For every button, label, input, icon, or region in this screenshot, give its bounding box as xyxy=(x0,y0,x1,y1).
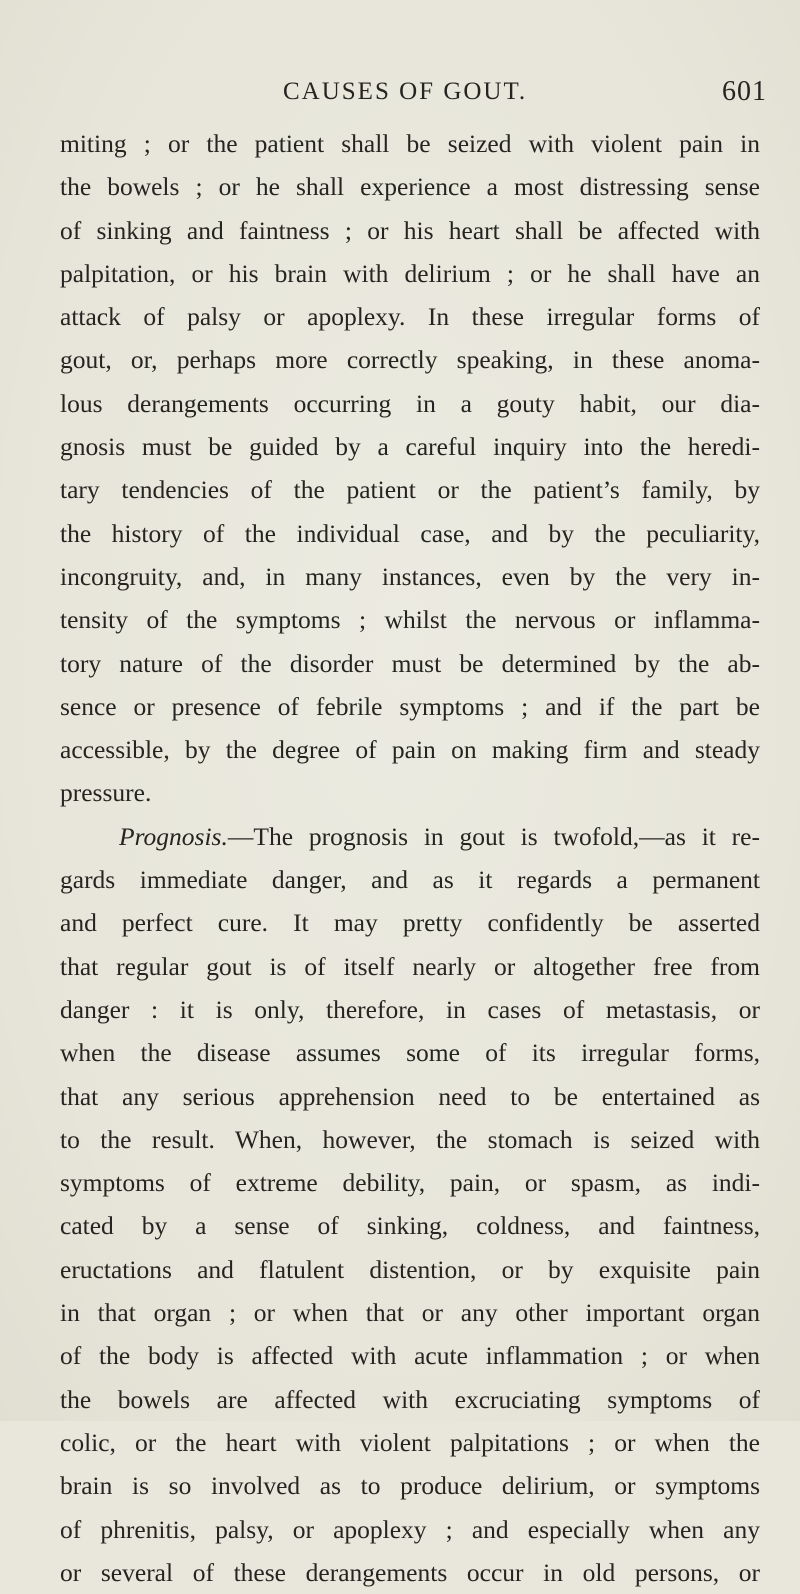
text-line: pressure. xyxy=(60,778,152,808)
text-line: that any serious apprehension need to be entertained as xyxy=(60,1081,760,1111)
text-line: miting ; or the patient shall be seized with violent pain in xyxy=(60,129,760,158)
text-line: gnosis must be guided by a careful inquiry into the heredi- xyxy=(60,432,760,462)
text-line: tory nature of the disorder must be determined by the ab- xyxy=(60,648,760,678)
text-line: lous derangements occurring in a gouty habit, our dia- xyxy=(60,388,760,418)
text-line: of phrenitis, palsy, or apoplexy ; and especially when any xyxy=(60,1514,760,1544)
page-number: 601 xyxy=(722,76,767,107)
running-title: CAUSES OF GOUT. xyxy=(283,78,528,105)
paragraph-prognosis xyxy=(60,815,760,1594)
text-line: eructations and flatulent distention, or by exquisite pain xyxy=(60,1254,760,1284)
text-line: symptoms of extreme debility, pain, or spasm, as indi- xyxy=(60,1168,760,1198)
text-line: gards immediate danger, and as it regards a permanent xyxy=(60,865,760,895)
text-line: gout, or, perhaps more correctly speaking, in these anoma- xyxy=(60,345,760,375)
text-line: when the disease assumes some of its irregular forms, xyxy=(60,1038,760,1068)
text-line: the bowels ; or he shall experience a most distressing sense xyxy=(60,172,760,202)
text-line: to the result. When, however, the stomach is seized with xyxy=(60,1124,760,1154)
text-line: danger : it is only, therefore, in cases of metastasis, or xyxy=(60,994,760,1024)
text-line: incongruity, and, in many instances, even by the very in- xyxy=(60,561,760,591)
text-line: brain is so involved as to produce delirium, or symptoms xyxy=(60,1471,760,1501)
running-head xyxy=(0,72,800,112)
text-line-rest: —The prognosis in gout is twofold,—as it re- xyxy=(227,821,760,851)
text-line: that regular gout is of itself nearly or altogether free from xyxy=(60,951,760,981)
text-line: sence or presence of febrile symptoms ; and if the part be xyxy=(60,691,760,721)
text-line: of the body is affected with acute inflammation ; or when xyxy=(60,1341,760,1371)
text-line: accessible, by the degree of pain on making firm and steady xyxy=(60,735,760,765)
text-line: in that organ ; or when that or any other important organ xyxy=(60,1298,760,1328)
text-line: tensity of the symptoms ; whilst the nervous or inflamma- xyxy=(60,605,760,635)
text-line: or several of these derangements occur in old persons, or xyxy=(60,1557,760,1587)
text-line: tary tendencies of the patient or the patient’s family, by xyxy=(60,475,760,505)
text-line: palpitation, or his brain with delirium ; or he shall have an xyxy=(60,258,760,288)
text-line: the bowels are affected with excruciating symptoms of xyxy=(60,1384,760,1414)
paragraph-diagnosis xyxy=(60,122,760,815)
text-line: the history of the individual case, and by the peculiarity, xyxy=(60,518,760,548)
text-line: and perfect cure. It may pretty confidently be asserted xyxy=(60,908,760,938)
text-line: cated by a sense of sinking, coldness, and faintness, xyxy=(60,1211,760,1241)
text-line: colic, or the heart with violent palpitations ; or when the xyxy=(60,1427,760,1457)
text-line: of sinking and faintness ; or his heart shall be affected with xyxy=(60,215,760,245)
section-heading-prognosis: Prognosis. xyxy=(119,821,228,851)
body-text xyxy=(60,122,760,1594)
text-line-first xyxy=(60,815,760,858)
text-line: attack of palsy or apoplexy. In these irregular forms of xyxy=(60,302,760,332)
